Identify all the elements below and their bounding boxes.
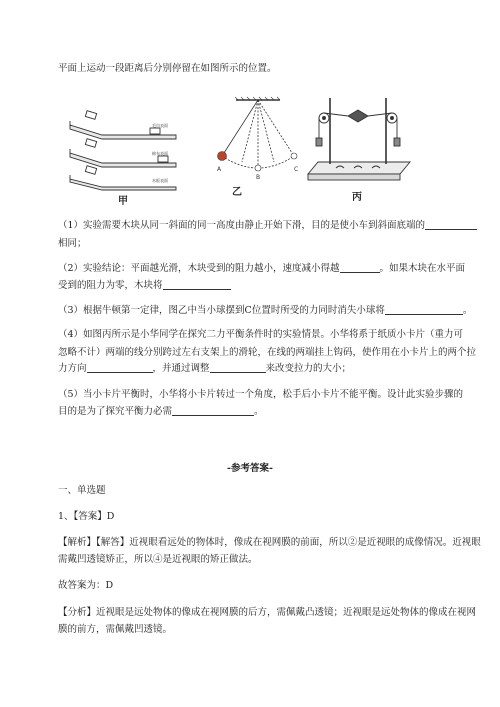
question-4-text-a: 力方向 [58, 363, 87, 374]
surface-label-cotton: 棉布表面 [152, 151, 168, 156]
question-3-text: （3）根据牛顿第一定律，图乙中当小球摆到C位置时所受的力同时消失小球将 [58, 305, 385, 316]
question-5-text-b: 。 [254, 406, 264, 417]
question-5-line-2 [58, 405, 264, 418]
inclined-plane-diagram [66, 95, 182, 191]
question-2-text-b: 。如果木块在水平面 [379, 263, 466, 274]
surface-label-towel: 毛巾表面 [152, 123, 168, 128]
intro-line: 平面上运动一段距离后分别停留在如图所示的位置。 [58, 63, 277, 74]
question-4-line-3 [58, 362, 351, 375]
answer-blank-5[interactable] [87, 362, 153, 373]
analysis-2-line-2: 膜的前方，需佩戴凹透镜。 [58, 624, 173, 635]
two-force-balance-diagram [302, 92, 412, 186]
question-1-line-2: 相同； [58, 238, 87, 249]
analysis-2-line-1: 【分析】近视眼是远处物体的像成在视网膜的后方，需佩戴凸透镜；近视眼是远处物体的像成在视网 [58, 607, 477, 618]
pendulum-diagram [208, 96, 304, 186]
point-b-label: B [256, 174, 261, 181]
answer-blank-7[interactable] [172, 405, 254, 416]
answer-blank-6[interactable] [210, 362, 266, 373]
question-4-line-2: 忽略不计）两端的线分别跨过左右支架上的滑轮，在线的两端挂上钩码，使作用在小卡片上的两个拉 [58, 347, 477, 358]
point-c-label: C [294, 166, 299, 173]
figure-bing-label: 丙 [352, 192, 362, 203]
question-4-text-b: ，并通过调整 [152, 363, 210, 374]
question-2-text-a: （2）实验结论：平面越光滑，木块受到的阻力越小，速度减小得越 [58, 263, 340, 274]
question-2-line-2 [58, 279, 231, 292]
question-1-answer: 1、【答案】D [58, 511, 115, 522]
answer-blank-1[interactable] [425, 219, 477, 230]
question-1-text: （1）实验需要木块从同一斜面的同一高度由静止开始下滑，目的是使小车到斜面底端的 [58, 220, 426, 231]
question-2-text-c: 受到的阻力为零，木块将 [58, 280, 163, 291]
answer-blank-4[interactable] [385, 304, 463, 315]
figure-jia-label: 甲 [118, 196, 128, 207]
question-4-text-c: 来改变拉力的大小； [265, 363, 352, 374]
figure-yi [208, 96, 304, 186]
surface-label-wood: 木板表面 [152, 178, 168, 183]
figure-yi-label: 乙 [232, 187, 242, 198]
answer-blank-3[interactable] [163, 279, 231, 290]
figure-jia [66, 95, 182, 191]
answer-section-title: -参考答案- [227, 463, 273, 474]
figure-bing [302, 92, 412, 186]
analysis-1-line-1: 【解析】【解答】近视眼看远处的物体时，像成在视网膜的前面，所以②是近视眼的成像情况。近视眼 [58, 537, 481, 548]
question-1-line-1 [58, 219, 477, 232]
question-2-line-1 [58, 262, 465, 275]
section-heading: 一、单选题 [58, 485, 106, 496]
point-a-label: A [217, 166, 222, 173]
question-4-line-1: （4）如图丙所示是小华同学在探究二力平衡条件时的实验情景。小华将系于纸质小卡片（重力可 [58, 329, 464, 340]
question-3-line-1: （3）根据牛顿第一定律，图乙中当小球摆到C位置时所受的力同时消失小球将 。 [58, 305, 473, 316]
final-answer: 故答案为：D [58, 580, 114, 591]
analysis-1-line-2: 需戴凹透镜矫正，所以④是近视眼的矫正做法。 [58, 554, 258, 565]
question-5-text-a: 目的是为了探究平衡力必需 [58, 406, 173, 417]
question-5-line-1: （5）当小卡片平衡时，小华将小卡片转过一个角度，松手后小卡片不能平衡。设计此实验步骤的 [58, 389, 464, 400]
answer-blank-2[interactable] [340, 262, 380, 273]
